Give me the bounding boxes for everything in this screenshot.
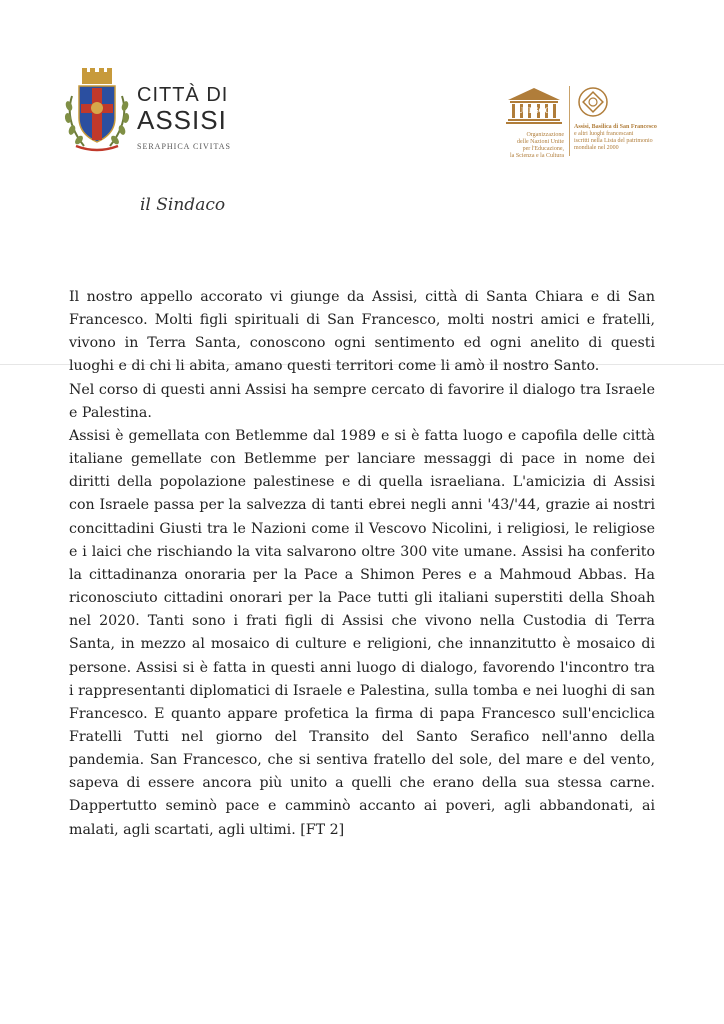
world-heritage-block	[574, 86, 684, 152]
sindaco-title: il Sindaco	[140, 195, 226, 215]
unesco-block	[498, 86, 568, 159]
unesco-caption-line: delle Nazioni Unite	[517, 139, 564, 145]
heritage-caption-line: mondiale nel 2000	[574, 145, 619, 151]
city-name-block	[137, 84, 231, 151]
world-heritage-emblem-icon	[577, 86, 609, 118]
unesco-caption-line: per l'Educazione,	[522, 146, 564, 152]
paragraph: Assisi è gemellata con Betlemme dal 1989 e si è fatta luogo e capofila delle città italiane gemellate con Betlemme per lanciare messaggi di pace in nome dei diritti della popolazione palestinese e di quella israeliana. L'amicizia di Assisi con Israele passa per la salvezza di tanti ebrei negli anni '43/'44, grazie ai nostri concittadini Giusti tra le Nazioni come il Vescovo Nicolini, i religiosi, le religiose e i laici che rischiando la vita salvarono oltre 300 vite umane. Assisi ha conferito la cittadinanza onoraria per la Pace a Shimon Peres e a Mahmoud Abbas. Ha riconosciuto cittadini onorari per la Pace tutti gli italiani superstiti della Shoah nel 2020. Tanti sono i frati figli di Assisi che vivono nella Custodia di Terra Santa, in mezzo al mosaico di culture e religioni, che innanzitutto è mosaico di persone. Assisi si è fatta in questi anni luogo di dialogo, favorendo l'incontro tra i rappresentanti diplomatici di Israele e Palestina, sulla tomba e nei luoghi di san Francesco. E quanto appare profetica la firma di papa Francesco sull'enciclica Fratelli Tutti nel giorno del Transito del Santo Serafico nell'anno della pandemia. San Francesco, che si sentiva fratello del sole, del mare e del vento, sapeva di essere ancora più unito a quelli che erano della sua stessa carne. Dappertutto seminò pace e camminò accanto ai poveri, agli abbandonati, ai malati, agli scartati, agli ultimi. [FT 2]	[69, 427, 655, 838]
unesco-logo-text: UNESCO	[517, 106, 551, 115]
paragraph: Nel corso di questi anni Assisi ha sempre cercato di favorire il dialogo tra Israele e Palestina.	[69, 381, 655, 421]
unesco-caption	[498, 132, 564, 160]
heritage-caption-line: iscritti nella Lista del patrimonio	[574, 138, 653, 144]
city-line-2: ASSISI	[137, 105, 227, 135]
letter-body	[69, 286, 655, 842]
logo-divider	[569, 86, 570, 156]
paragraph: Il nostro appello accorato vi giunge da Assisi, città di Santa Chiara e di San Francesco. Molti figli spirituali di San Francesco, molti nostri amici e fratelli, vivono in Terra Santa, conoscono ogni sentimento ed ogni anelito di questi luoghi e di chi li abita, amano questi territori come li amò il nostro Santo.	[69, 289, 655, 375]
heritage-caption	[574, 124, 684, 152]
heritage-caption-line: e altri luoghi francescani	[574, 131, 634, 137]
unesco-temple-logo	[504, 86, 564, 126]
heritage-caption-line: Assisi, Basilica di San Francesco	[574, 124, 657, 130]
unesco-caption-line: Organizzazione	[526, 132, 564, 138]
city-line-1: CITTÀ DI	[137, 84, 229, 106]
assisi-coat-of-arms-icon	[62, 66, 132, 152]
unesco-caption-line: la Scienza e la Cultura	[510, 153, 564, 159]
city-motto: SERAPHICA CIVITAS	[137, 142, 231, 151]
